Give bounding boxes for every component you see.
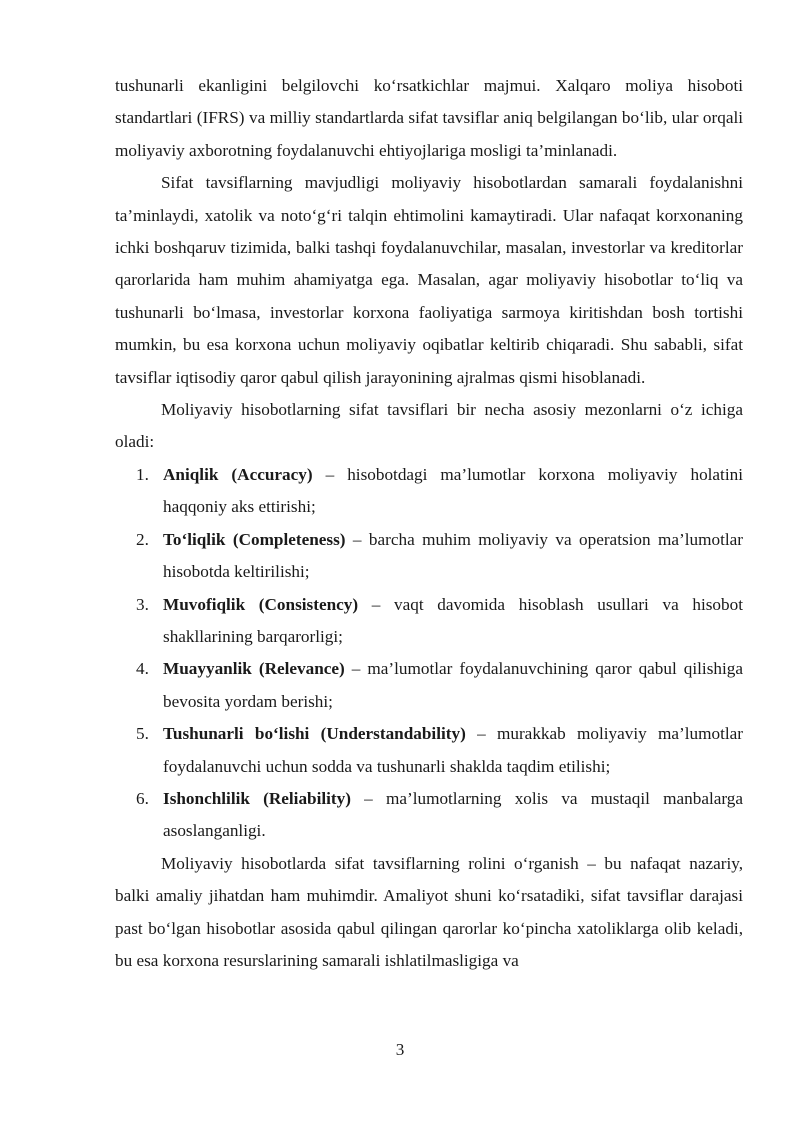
- page-number: 3: [395, 1040, 405, 1059]
- list-item: [115, 783, 743, 848]
- list-item-term: Ishonchlilik (Reliability): [163, 788, 351, 808]
- list-item-number: 6.: [136, 788, 149, 808]
- paragraph-role-study: Moliyaviy hisobotlarda sifat tavsiflarning rolini o‘rganish – bu nafaqat nazariy, balki amaliy jihatdan ham muhimdir. Amaliyot shuni ko‘rsatadiki, sifat tavsiflar darajasi past bo‘lgan hisobotlar asosida qabul qilingan qarorlar ko‘pincha xatoliklarga olib keladi, bu esa korxona resurslarining samarali ishlatilmasligiga va: [115, 853, 743, 970]
- list-item: [115, 718, 743, 783]
- list-item-number: 2.: [136, 529, 149, 549]
- paragraph-importance: Sifat tavsiflarning mavjudligi moliyaviy hisobotlardan samarali foydalanishni ta’minlaydi, xatolik va noto‘g‘ri talqin ehtimolini kamaytiradi. Ular nafaqat korxonaning ichki boshqaruv tizimida, balki tashqi foydalanuvchilar, masalan, investorlar va kreditorlar qarorlarida ham muhim ahamiyatga ega. Masalan, agar moliyaviy hisobotlar to‘liq va tushunarli bo‘lmasa, investorlar korxona faoliyatiga sarmoya kiritishdan bosh tortishi mumkin, bu esa korxona uchun moliyaviy oqibatlar keltirib chiqaradi. Shu sababli, sifat tavsiflar iqtisodiy qaror qabul qilish jarayonining ajralmas qismi hisoblanadi.: [115, 173, 743, 387]
- list-item-term: Muvofiqlik (Consistency): [163, 594, 359, 614]
- list-item-term: Tushunarli bo‘lishi (Understandability): [163, 724, 466, 744]
- list-item: [115, 459, 743, 524]
- list-item-description: – ma’lumotlarning xolis va mustaqil manbalarga asoslanganligi.: [163, 788, 743, 841]
- list-item: [115, 589, 743, 654]
- list-item-description: – ma’lumotlar foydalanuvchining qaror qabul qilishiga bevosita yordam berishi;: [163, 659, 743, 711]
- list-item-description: – murakkab moliyaviy ma’lumotlar foydalanuvchi uchun sodda va tushunarli shaklda taqdim etilishi;: [163, 724, 743, 776]
- list-item-term: Aniqlik (Accuracy): [163, 464, 313, 484]
- list-item-term: Muayyanlik (Relevance): [163, 659, 345, 679]
- page-body: [115, 70, 743, 977]
- paragraph-criteria-intro: Moliyaviy hisobotlarning sifat tavsiflari bir necha asosiy mezonlarni o‘z ichiga oladi:: [115, 400, 743, 452]
- list-item-description: – barcha muhim moliyaviy va operatsion ma’lumotlar hisobotda keltirilishi;: [163, 529, 743, 582]
- list-item: [115, 524, 743, 589]
- list-item: [115, 653, 743, 718]
- criteria-list: [115, 459, 743, 848]
- list-item-description: – vaqt davomida hisoblash usullari va hisobot shakllarining barqarorligi;: [163, 594, 743, 646]
- list-item-number: 1.: [136, 464, 149, 484]
- list-item-description: – hisobotdagi ma’lumotlar korxona moliyaviy holatini haqqoniy aks ettirishi;: [163, 464, 743, 517]
- list-item-number: 3.: [136, 594, 149, 614]
- list-item-number: 4.: [136, 659, 149, 679]
- list-item-term: To‘liqlik (Completeness): [163, 529, 346, 549]
- list-item-number: 5.: [136, 724, 149, 744]
- paragraph-continuation: tushunarli ekanligini belgilovchi ko‘rsatkichlar majmui. Xalqaro moliya hisoboti standartlari (IFRS) va milliy standartlarda sifat tavsiflar aniq belgilangan bo‘lib, ular orqali moliyaviy axborotning foydalanuvchi ehtiyojlariga mosligi ta’minlanadi.: [115, 76, 743, 160]
